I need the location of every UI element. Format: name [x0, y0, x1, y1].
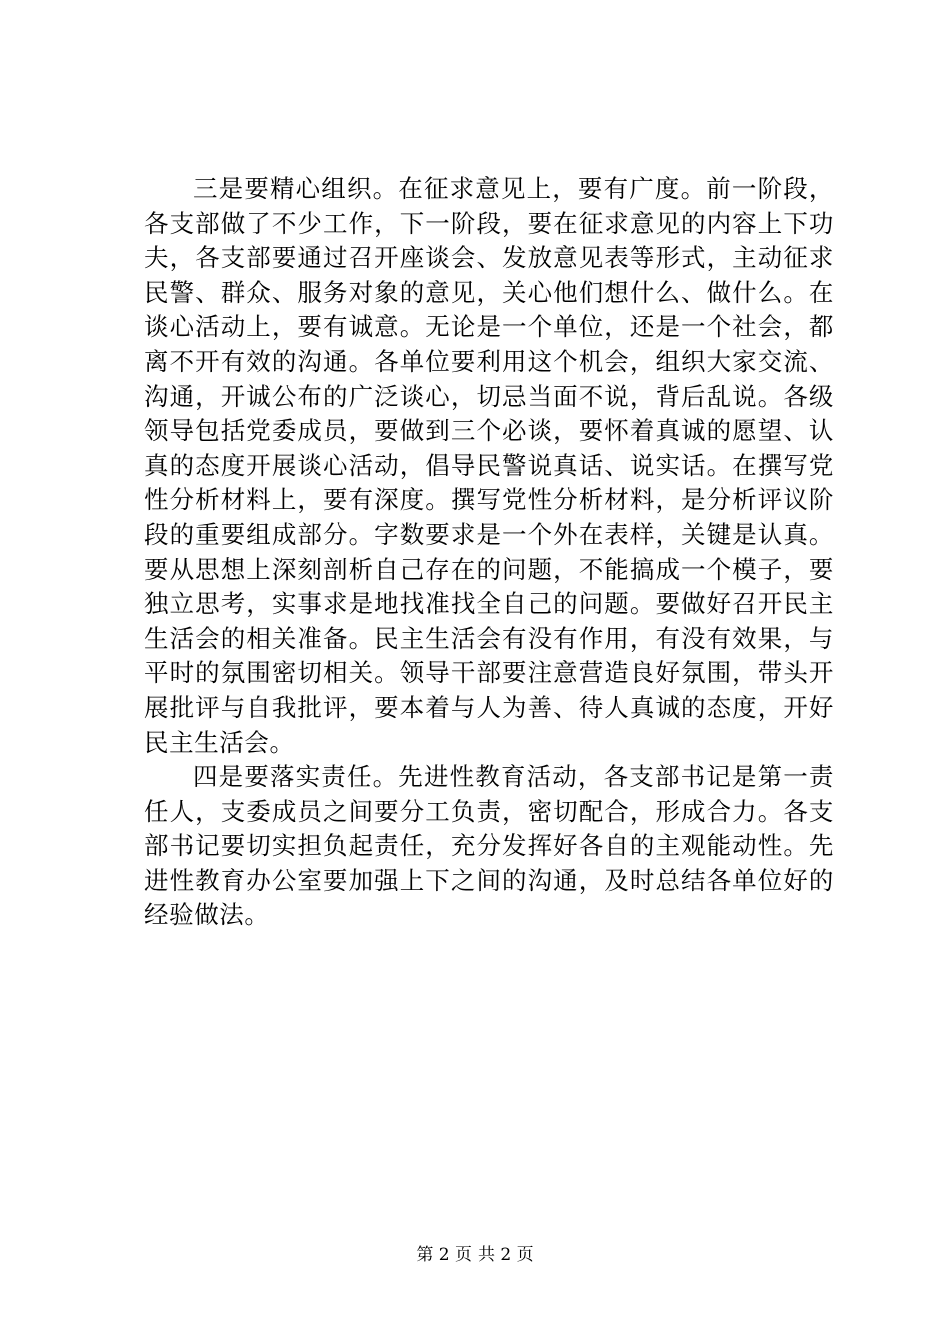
page-footer — [0, 1243, 950, 1267]
page-total: 共 2 页 — [478, 1245, 534, 1265]
page-number: 第 2 页 — [416, 1245, 472, 1265]
document-body — [144, 172, 834, 933]
paragraph-organize: 三是要精心组织。在征求意见上，要有广度。前一阶段，各支部做了不少工作，下一阶段，要在征求意见的内容上下功夫，各支部要通过召开座谈会、发放意见表等形式，主动征求民警、群众、服务对象的意见，关心他们想什么、做什么。在谈心活动上，要有诚意。无论是一个单位，还是一个社会，都离不开有效的沟通。各单位要利用这个机会，组织大家交流、沟通，开诚公布的广泛谈心，切忌当面不说，背后乱说。各级领导包括党委成员，要做到三个必谈，要怀着真诚的愿望、认真的态度开展谈心活动，倡导民警说真话、说实话。在撰写党性分析材料上，要有深度。撰写党性分析材料，是分析评议阶段的重要组成部分。字数要求是一个外在表样，关键是认真。要从思想上深刻剖析自己存在的问题，不能搞成一个模子，要独立思考，实事求是地找准找全自己的问题。要做好召开民主生活会的相关准备。民主生活会有没有作用，有没有效果，与平时的氛围密切相关。领导干部要注意营造良好氛围，带头开展批评与自我批评，要本着与人为善、待人真诚的态度，开好民主生活会。 — [144, 174, 834, 757]
paragraph-responsibility: 四是要落实责任。先进性教育活动，各支部书记是第一责任人，支委成员之间要分工负责，密切配合，形成合力。各支部书记要切实担负起责任，充分发挥好各自的主观能动性。先进性教育办公室要加强上下之间的沟通，及时总结各单位好的经验做法。 — [144, 762, 834, 930]
